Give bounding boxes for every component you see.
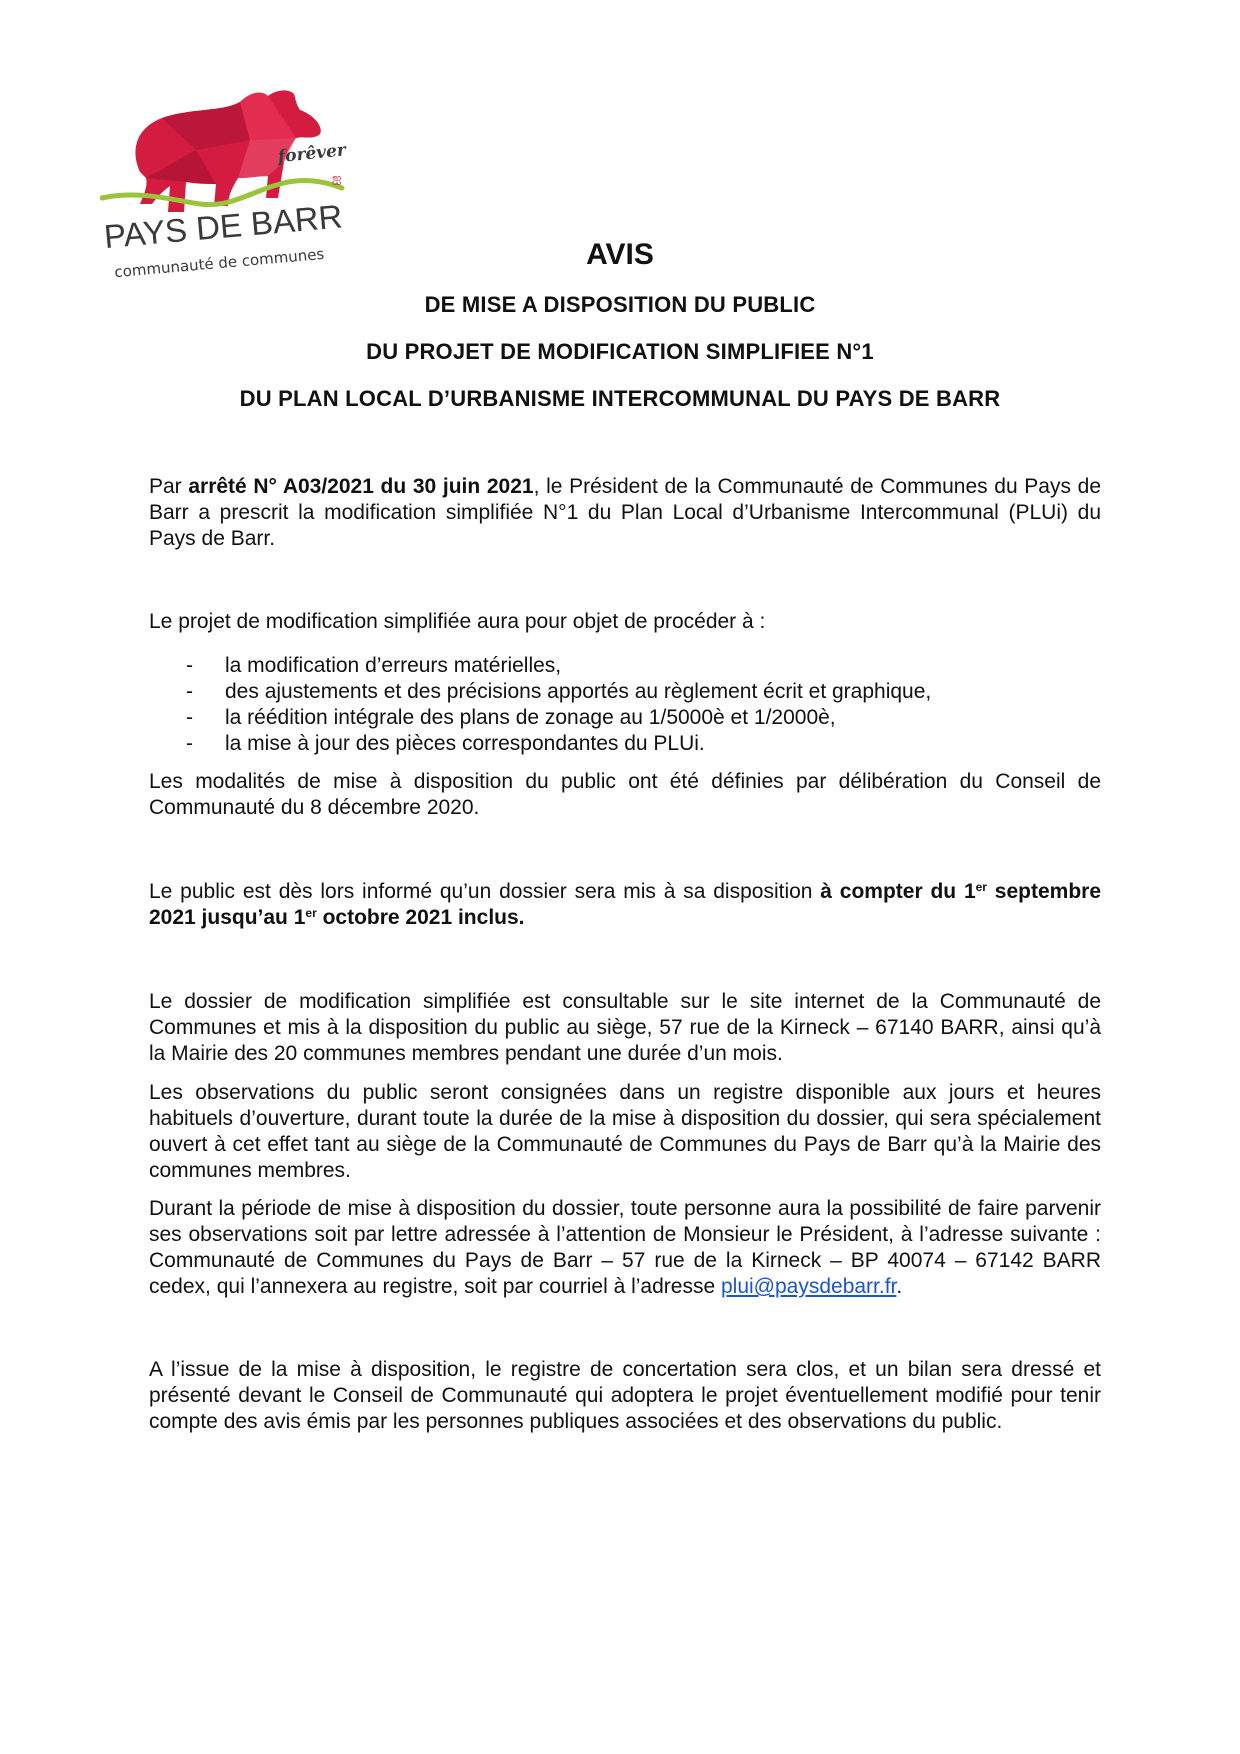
text-run: Le public est dès lors informé qu’un dossier sera mis à sa disposition bbox=[149, 880, 821, 903]
paragraph-modalities: Les modalités de mise à disposition du public ont été définies par délibération du Conseil de Communauté du 8 décembre 2020. bbox=[149, 770, 1101, 819]
text-run: à compter du 1 bbox=[820, 880, 976, 903]
list-item-text: la modification d’erreurs matérielles, bbox=[225, 654, 562, 677]
subtitle-line-3: DU PLAN LOCAL D’URBANISME INTERCOMMUNAL DU PAYS DE BARR bbox=[239, 386, 1001, 411]
text-run: Durant la période de mise à disposition du dossier, toute personne aura la possibilité de faire parvenir ses observations soit par lettre adressée à l’attention de Monsieur le Président, à l’adresse suivante : Communauté de Communes du Pays de Barr – 57 rue de la Kirneck – BP 40074 – 67142 BARR cedex, qui l’annexera au registre, soit par courriel à l’adresse bbox=[149, 1197, 1101, 1298]
superscript: er bbox=[305, 906, 317, 920]
text-run: septembre 2021 jusqu’au 1 bbox=[149, 880, 1101, 929]
notice-body bbox=[149, 474, 1101, 1435]
purpose-list bbox=[149, 653, 1101, 757]
decree-reference: arrêté N° A03/2021 du 30 juin 2021 bbox=[188, 475, 534, 498]
dash-marker: - bbox=[186, 732, 193, 755]
list-item-text: la réédition intégrale des plans de zonage au 1/5000è et 1/2000è, bbox=[225, 706, 836, 729]
paragraph-observations: Les observations du public seront consignées dans un registre disponible aux jours et heures habituels d’ouverture, durant toute la durée de la mise à disposition du dossier, qui sera spécialement ouvert à cet effet tant au siège de la Communauté de Communes du Pays de Barr qu’à la Mairie des communes membres. bbox=[149, 1081, 1101, 1182]
text-run: Par bbox=[149, 475, 189, 498]
email-link[interactable]: plui@paysdebarr.fr bbox=[720, 1275, 897, 1298]
pretzel-icon: ஐ bbox=[332, 171, 342, 185]
subtitle-line-1: DE MISE A DISPOSITION DU PUBLIC bbox=[424, 292, 816, 317]
logo-name: PAYS DE BARR bbox=[102, 197, 344, 256]
list-item-text: des ajustements et des précisions apportés au règlement écrit et graphique, bbox=[225, 680, 932, 703]
list-item bbox=[149, 653, 1101, 679]
page-title: AVIS bbox=[586, 238, 654, 271]
paragraph-conclusion: A l’issue de la mise à disposition, le registre de concertation sera clos, et un bilan sera dressé et présenté devant le Conseil de Communauté qui adoptera le projet éventuellement modifié pour tenir compte des avis émis par les personnes publiques associées et des observations du public. bbox=[149, 1358, 1101, 1433]
paragraph-decree bbox=[149, 474, 1101, 552]
list-item bbox=[149, 705, 1101, 731]
paragraph-contact bbox=[149, 1196, 1101, 1300]
logo-subname: communauté de communes bbox=[113, 244, 325, 282]
text-run: , le Président de la Communauté de Communes du Pays de Barr a prescrit la modification simplifiée N°1 du Plan Local d’Urbanisme Intercommunal (PLUi) du Pays de Barr. bbox=[149, 475, 1102, 550]
list-item-text: la mise à jour des pièces correspondantes du PLUi. bbox=[225, 732, 705, 755]
dash-marker: - bbox=[186, 680, 193, 703]
logo-tagline: forêver bbox=[276, 140, 347, 168]
dash-marker: - bbox=[186, 654, 193, 677]
subtitle-line-2: DU PROJET DE MODIFICATION SIMPLIFIEE N°1 bbox=[366, 339, 874, 364]
paragraph-purpose: Le projet de modification simplifiée aura pour objet de procéder à : bbox=[149, 610, 766, 633]
text-run: . bbox=[896, 1275, 903, 1298]
paragraph-consultation: Le dossier de modification simplifiée est consultable sur le site internet de la Communauté de Communes et mis à la disposition du public au siège, 57 rue de la Kirneck – 67140 BARR, ainsi qu’à la Mairie des 20 communes membres pendant une durée d’un mois. bbox=[149, 990, 1101, 1065]
list-item bbox=[149, 731, 1101, 757]
list-item bbox=[149, 679, 1101, 705]
text-run: octobre 2021 inclus. bbox=[316, 906, 525, 929]
superscript: er bbox=[975, 880, 987, 894]
dash-marker: - bbox=[186, 706, 193, 729]
paragraph-period bbox=[149, 879, 1101, 931]
notice-header bbox=[140, 238, 1100, 433]
